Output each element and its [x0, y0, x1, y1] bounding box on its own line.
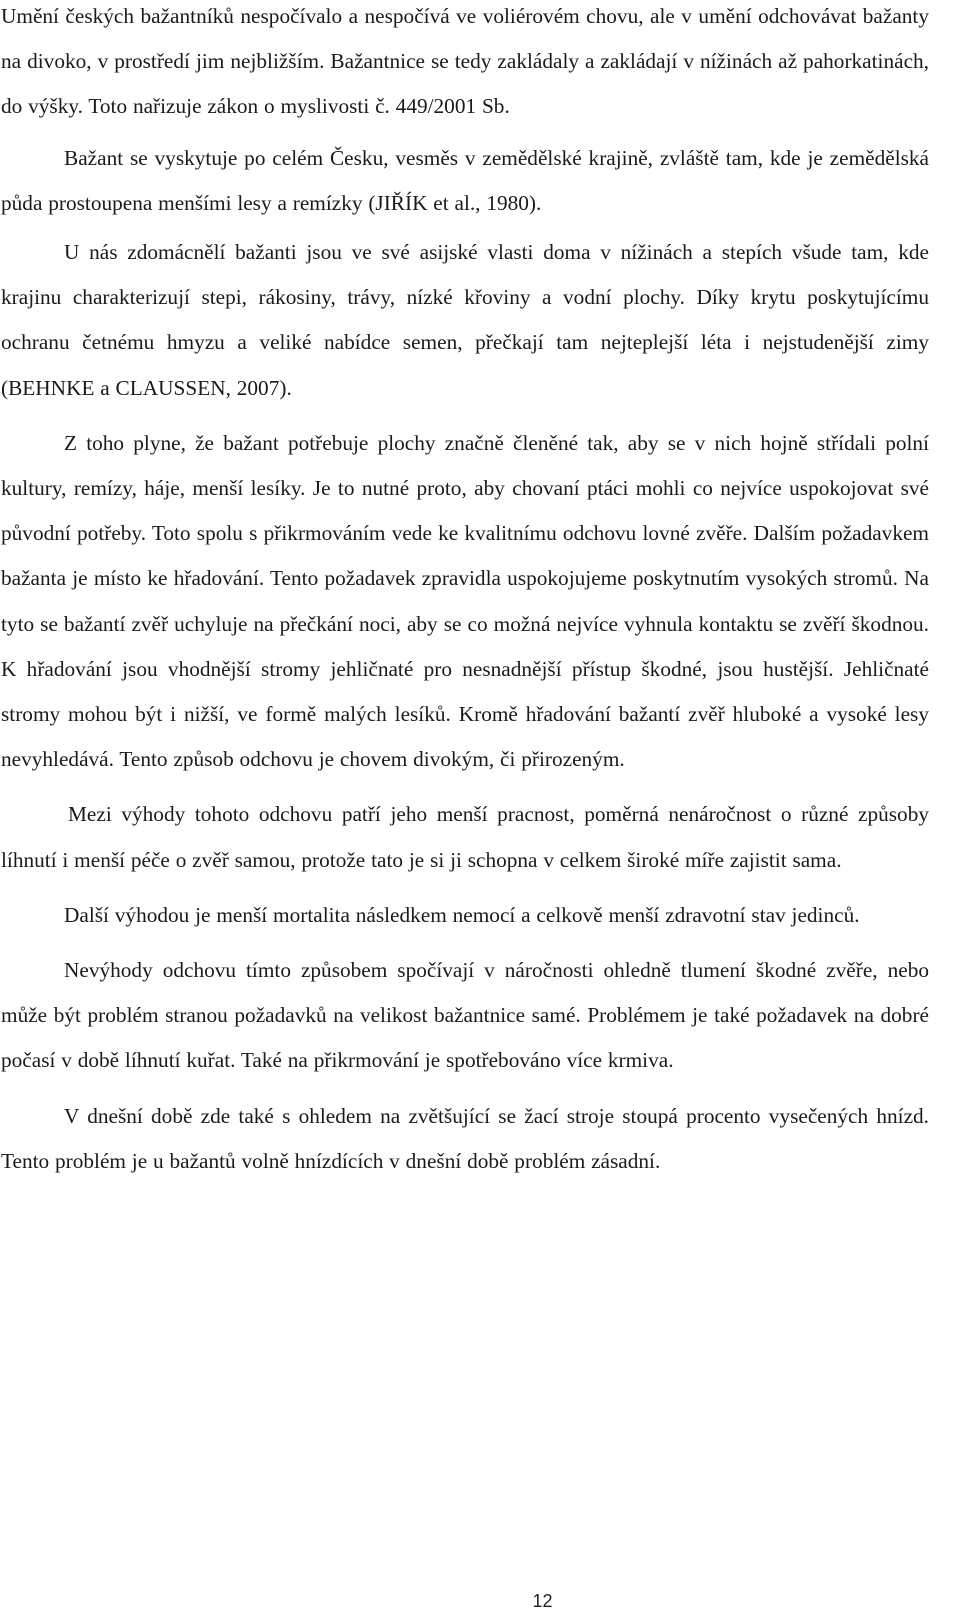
page-number: 12 — [532, 1591, 553, 1611]
paragraph-pheasant-distribution: Bažant se vyskytuje po celém Česku, vesměs v zemědělské krajině, zvláště tam, kde je zemědělská půda prostoupena menšími lesy a remízky (JIŘÍK et al., 1980). — [1, 145, 929, 215]
paragraph-asian-homeland: U nás zdomácnělí bažanti jsou ve své asijské vlasti doma v nížinách a stepích všude tam, kde krajinu charakterizují stepi, rákosiny, trávy, nízké křoviny a vodní plochy. Díky krytu poskytujícímu ochranu četnému hmyzu a veliké nabídce semen, přečkají tam nejteplejší léta i nejstudenější zimy (BEHNKE a CLAUSSEN, 2007). — [1, 240, 929, 400]
paragraph-advantages: Mezi výhody tohoto odchovu patří jeho menší pracnost, poměrná nenáročnost o různé způsoby líhnutí i menší péče o zvěř samou, protože tato je si ji schopna v celkem široké míře zajistit sama. — [1, 802, 929, 872]
body-text — [1, 0, 929, 1184]
paragraph-disadvantages: Nevýhody odchovu tímto způsobem spočívají v náročnosti ohledně tlumení škodné zvěře, nebo může být problém stranou požadavků na velikost bažantnice samé. Problémem je také požadavek na dobré počasí v době líhnutí kuřat. Také na přikrmování je spotřebováno více krmiva. — [1, 958, 929, 1073]
paragraph-mowing-losses: V dnešní době zde také s ohledem na zvětšující se žací stroje stoupá procento vysečených hnízd. Tento problém je u bažantů volně hnízdících v dnešní době problém zásadní. — [1, 1103, 929, 1173]
paragraph-pheasantry-tradition: Umění českých bažantníků nespočívalo a nespočívá ve voliérovém chovu, ale v umění odchovávat bažanty na divoko, v prostředí jim nejbližším. Bažantnice se tedy zakládaly a zakládají v nížinách až pahorkatinách, do výšky. Toto nařizuje zákon o myslivosti č. 449/2001 Sb. — [1, 4, 929, 119]
paragraph-habitat-requirements: Z toho plyne, že bažant potřebuje plochy značně členěné tak, aby se v nich hojně střídali polní kultury, remízy, háje, menší lesíky. Je to nutné proto, aby chovaní ptáci mohli co nejvíce uspokojovat své původní potřeby. Toto spolu s přikrmováním vede ke kvalitnímu odchovu lovné zvěře. Dalším požadavkem bažanta je místo ke hřadování. Tento požadavek zpravidla uspokojujeme poskytnutím vysokých stromů. Na tyto se bažantí zvěř uchyluje na přečkání noci, aby se co možná nejvíce vyhnula kontaktu se zvěří škodnou. K hřadování jsou vhodnější stromy jehličnaté pro nesnadnější přístup škodné, jsou hustější. Jehličnaté stromy mohou být i nižší, ve formě malých lesíků. Kromě hřadování bažantí zvěř hluboké a vysoké lesy nevyhledává. Tento způsob odchovu je chovem divokým, či přirozeným. — [1, 430, 929, 772]
paragraph-lower-mortality: Další výhodou je menší mortalita následkem nemocí a celkově menší zdravotní stav jedinců. — [64, 902, 860, 927]
